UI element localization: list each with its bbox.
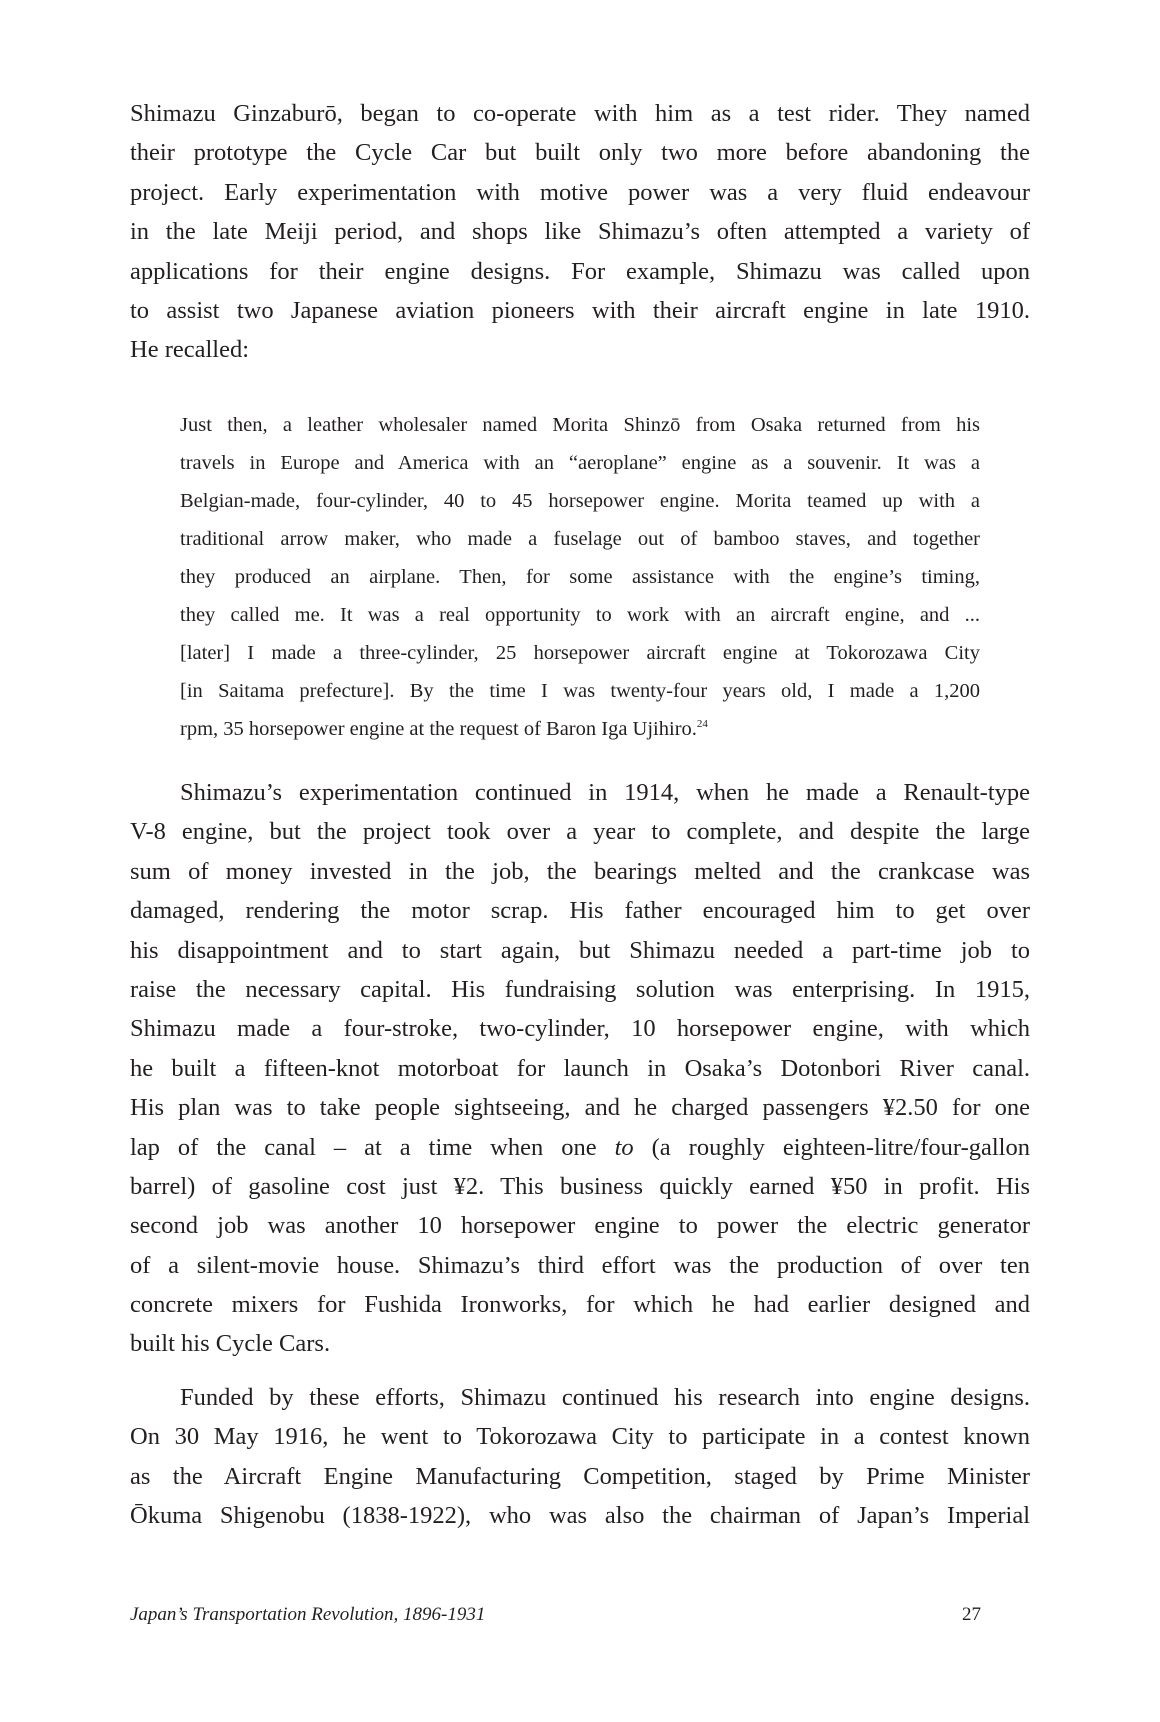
text-line: as the Aircraft Engine Manufacturing Competition, staged by Prime Minister (130, 1462, 1030, 1490)
quote-line: [in Saitama prefecture]. By the time I was twenty-four years old, I made a 1,200 (180, 680, 980, 702)
block-quote (180, 406, 980, 748)
text-line: his disappointment and to start again, but Shimazu needed a part-time job to (130, 936, 1030, 964)
quote-text: rpm, 35 horsepower engine at the request of Baron Iga Ujihiro. (180, 718, 697, 740)
text-segment: (a roughly eighteen-litre/four-gallon (633, 1133, 1030, 1161)
text-line: Shimazu made a four-stroke, two-cylinder, 10 horsepower engine, with which (130, 1015, 1030, 1043)
text-line: Shimazu Ginzaburō, began to co-operate with him as a test rider. They named (130, 100, 1030, 127)
running-footer-title: Japan’s Transportation Revolution, 1896-1931 (130, 1604, 486, 1625)
quote-line: traditional arrow maker, who made a fuselage out of bamboo staves, and together (180, 528, 980, 550)
text-line: their prototype the Cycle Car but built only two more before abandoning the (130, 139, 1030, 167)
quote-line: Just then, a leather wholesaler named Morita Shinzō from Osaka returned from his (180, 414, 980, 436)
text-line: On 30 May 1916, he went to Tokorozawa City to participate in a contest known (130, 1423, 1030, 1451)
text-line: damaged, rendering the motor scrap. His father encouraged him to get over (130, 897, 1030, 925)
text-line: in the late Meiji period, and shops like Shimazu’s often attempted a variety of (130, 218, 1030, 246)
text-line: Ōkuma Shigenobu (1838-1922), who was also the chairman of Japan’s Imperial (130, 1502, 1030, 1530)
paragraph (130, 1378, 1030, 1536)
italic-term: to (614, 1133, 634, 1161)
text-line: barrel) of gasoline cost just ¥2. This business quickly earned ¥50 in profit. His (130, 1172, 1030, 1200)
page-number: 27 (962, 1604, 981, 1625)
text-line: sum of money invested in the job, the bearings melted and the crankcase was (130, 857, 1030, 885)
text-line: Shimazu’s experimentation continued in 1914, when he made a Renault-type (180, 779, 1030, 806)
text-line: Funded by these efforts, Shimazu continued his research into engine designs. (180, 1384, 1030, 1411)
text-line: to assist two Japanese aviation pioneers with their aircraft engine in late 1910. (130, 296, 1030, 324)
text-line-with-italic (130, 1128, 1030, 1167)
text-line: of a silent-movie house. Shimazu’s third effort was the production of over ten (130, 1251, 1030, 1279)
quote-line: [later] I made a three-cylinder, 25 horsepower aircraft engine at Tokorozawa City (180, 642, 980, 664)
text-line: His plan was to take people sightseeing, and he charged passengers ¥2.50 for one (130, 1094, 1030, 1122)
text-line: He recalled: (130, 336, 250, 364)
quote-line: travels in Europe and America with an “aeroplane” engine as a souvenir. It was a (180, 452, 980, 474)
footnote-reference[interactable]: 24 (696, 718, 708, 730)
quote-line: they produced an airplane. Then, for some assistance with the engine’s timing, (180, 566, 980, 588)
text-line: he built a fifteen-knot motorboat for launch in Osaka’s Dotonbori River canal. (130, 1054, 1030, 1082)
text-segment: lap of the canal – at a time when one (130, 1133, 615, 1161)
text-line: built his Cycle Cars. (130, 1330, 331, 1358)
text-line: V-8 engine, but the project took over a year to complete, and despite the large (130, 818, 1030, 846)
text-line: applications for their engine designs. For example, Shimazu was called upon (130, 257, 1030, 285)
text-line: project. Early experimentation with motive power was a very fluid endeavour (130, 178, 1030, 206)
text-line: concrete mixers for Fushida Ironworks, for which he had earlier designed and (130, 1291, 1030, 1319)
quote-line: they called me. It was a real opportunity to work with an aircraft engine, and ... (180, 604, 980, 626)
quote-line: Belgian-made, four-cylinder, 40 to 45 horsepower engine. Morita teamed up with a (180, 490, 980, 512)
quote-line-last (180, 710, 980, 748)
text-line: second job was another 10 horsepower engine to power the electric generator (130, 1212, 1030, 1240)
paragraph-continued (130, 94, 1030, 370)
paragraph (130, 773, 1030, 1364)
text-line: raise the necessary capital. His fundraising solution was enterprising. In 1915, (130, 975, 1030, 1003)
